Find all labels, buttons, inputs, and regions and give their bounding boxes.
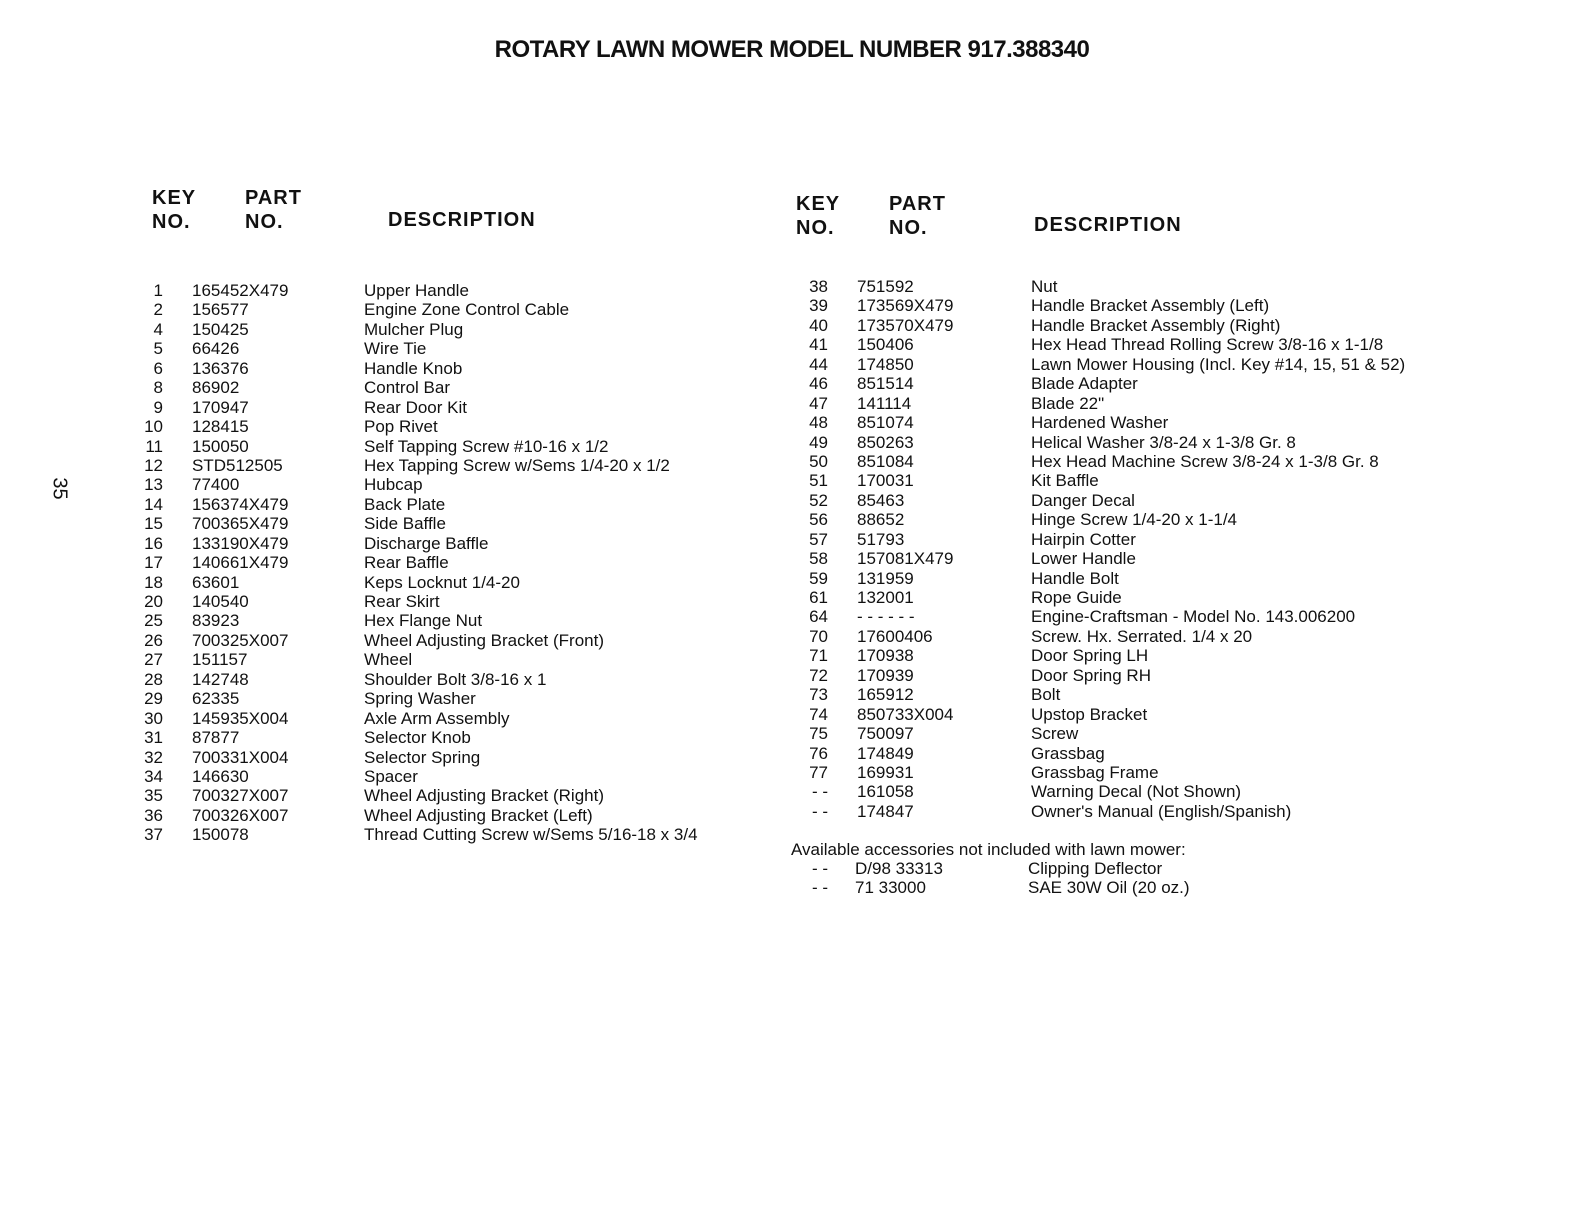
part-description: Hinge Screw 1/4-20 x 1-1/4 — [1031, 510, 1237, 530]
part-row — [130, 320, 750, 339]
part-number: 156577 — [192, 300, 249, 320]
part-number: 131959 — [857, 568, 914, 588]
part-description: Control Bar — [364, 378, 450, 398]
part-header-line1: PART — [245, 187, 302, 209]
key-number: 17 — [144, 553, 163, 573]
part-row — [130, 437, 750, 456]
part-description: Helical Washer 3/8-24 x 1-3/8 Gr. 8 — [1031, 432, 1296, 452]
key-number: - - — [811, 878, 828, 898]
part-number: 141114 — [857, 393, 912, 413]
key-number: 36 — [144, 805, 163, 825]
part-number: 86902 — [192, 378, 240, 398]
part-number: 77400 — [192, 475, 240, 495]
part-number: 700365X479 — [192, 514, 289, 534]
part-number: 88652 — [857, 510, 905, 530]
part-number: 133190X479 — [192, 533, 289, 553]
part-row — [790, 859, 1450, 878]
part-row — [130, 670, 750, 689]
key-number: 34 — [144, 766, 163, 786]
part-row — [130, 689, 750, 708]
part-number: - - - - - - — [857, 607, 915, 627]
key-header-line1: KEY — [796, 193, 841, 215]
part-description: Axle Arm Assembly — [364, 708, 510, 728]
part-number: 128415 — [192, 417, 249, 437]
part-description: Wheel Adjusting Bracket (Left) — [364, 805, 593, 825]
part-row — [790, 471, 1450, 490]
key-number: 47 — [809, 393, 828, 413]
key-number: 1 — [153, 281, 163, 300]
key-header-line2: NO. — [796, 217, 835, 239]
part-description: Screw — [1031, 724, 1079, 744]
part-description: Discharge Baffle — [364, 533, 489, 553]
key-number: 26 — [144, 630, 163, 650]
key-number: 49 — [809, 432, 828, 452]
part-row — [130, 553, 750, 572]
key-number: 76 — [809, 743, 828, 763]
key-number: 50 — [809, 451, 828, 471]
part-row — [130, 592, 750, 611]
part-number: 700327X007 — [192, 786, 289, 806]
key-number: 57 — [809, 529, 828, 549]
part-row — [790, 802, 1450, 821]
part-row — [790, 549, 1450, 568]
part-description: Blade Adapter — [1031, 374, 1138, 394]
part-number: 157081X479 — [857, 549, 954, 569]
key-number: 72 — [809, 665, 828, 685]
key-number: 39 — [809, 296, 828, 316]
key-header-line1: KEY — [152, 187, 197, 209]
key-number: 46 — [809, 374, 828, 394]
part-number: 151157 — [192, 650, 248, 670]
part-number: 751592 — [857, 277, 914, 296]
key-number: 32 — [144, 747, 163, 767]
part-row — [790, 724, 1450, 743]
part-row — [790, 413, 1450, 432]
part-description: Screw. Hx. Serrated. 1/4 x 20 — [1031, 626, 1253, 646]
part-number: 132001 — [857, 588, 914, 607]
key-number: 20 — [144, 592, 163, 611]
part-number: 83923 — [192, 611, 240, 631]
part-description: Side Baffle — [364, 514, 446, 534]
part-number: 170031 — [857, 471, 914, 491]
part-row — [130, 339, 750, 358]
part-number: 165452X479 — [192, 281, 289, 300]
part-description: Upper Handle — [364, 281, 469, 300]
part-number: 173570X479 — [857, 315, 954, 335]
part-row — [130, 398, 750, 417]
key-number: 41 — [809, 335, 828, 355]
right-description-header: DESCRIPTION — [1034, 214, 1182, 236]
part-description: Engine Zone Control Cable — [364, 300, 570, 320]
part-description: Clipping Deflector — [1028, 859, 1163, 878]
part-number: 170938 — [857, 646, 914, 666]
key-number: 74 — [809, 704, 828, 724]
part-number: 150425 — [192, 319, 249, 339]
key-number: 15 — [144, 514, 163, 534]
key-number: 38 — [809, 277, 828, 296]
left-key-header — [152, 186, 196, 234]
part-number: 700326X007 — [192, 805, 289, 825]
part-description: Bolt — [1031, 685, 1061, 705]
part-number: 169931 — [857, 762, 914, 782]
key-number: 13 — [144, 475, 163, 495]
part-description: Spacer — [364, 766, 418, 786]
part-number: 174847 — [857, 801, 914, 821]
key-number: 5 — [153, 339, 163, 359]
key-number: 9 — [153, 397, 163, 417]
part-description: Hubcap — [364, 475, 423, 495]
part-number: 170939 — [857, 665, 914, 685]
key-number: 4 — [153, 319, 163, 339]
left-parts-list — [130, 281, 750, 845]
part-header-line2: NO. — [889, 217, 928, 239]
part-number: 71 33000 — [855, 878, 926, 898]
part-description: Danger Decal — [1031, 490, 1135, 510]
part-number: 165912 — [857, 685, 914, 705]
part-description: Nut — [1031, 277, 1058, 296]
part-number: 161058 — [857, 782, 914, 802]
part-row — [130, 456, 750, 475]
key-number: 11 — [145, 436, 163, 456]
part-description: Lower Handle — [1031, 549, 1136, 569]
part-row — [790, 491, 1450, 510]
part-number: 146630 — [192, 766, 249, 786]
part-row — [790, 374, 1450, 393]
part-row — [130, 378, 750, 397]
key-header-line2: NO. — [152, 211, 191, 233]
part-number: 173569X479 — [857, 296, 954, 316]
accessories-note: Available accessories not included with lawn mower: — [791, 840, 1186, 859]
part-number: 700325X007 — [192, 630, 289, 650]
part-description: Warning Decal (Not Shown) — [1031, 782, 1242, 802]
part-number: 850263 — [857, 432, 914, 452]
part-row — [130, 611, 750, 630]
key-number: 37 — [144, 825, 163, 845]
part-number: 150406 — [857, 335, 914, 355]
part-description: Door Spring LH — [1031, 646, 1149, 666]
part-number: 140540 — [192, 592, 249, 611]
accessories-list — [790, 859, 1450, 898]
part-row — [130, 281, 750, 300]
part-header-line2: NO. — [245, 211, 284, 233]
key-number: 28 — [144, 669, 163, 689]
part-number: 150050 — [192, 436, 249, 456]
part-number: 150078 — [192, 825, 249, 845]
part-row — [130, 767, 750, 786]
part-number: 51793 — [857, 529, 905, 549]
part-number: 66426 — [192, 339, 240, 359]
key-number: 59 — [809, 568, 828, 588]
part-number: D/98 33313 — [855, 859, 943, 878]
part-row — [790, 763, 1450, 782]
key-number: 61 — [809, 588, 828, 607]
part-description: Hardened Washer — [1031, 413, 1169, 433]
part-description: Handle Bracket Assembly (Right) — [1031, 315, 1281, 335]
key-number: 2 — [153, 300, 163, 320]
part-description: Pop Rivet — [364, 417, 438, 437]
key-number: 52 — [809, 490, 828, 510]
key-number: - - — [811, 859, 828, 878]
part-description: Handle Knob — [364, 358, 463, 378]
part-row — [130, 475, 750, 494]
key-number: 25 — [144, 611, 163, 631]
part-row — [790, 394, 1450, 413]
part-number: 136376 — [192, 358, 249, 378]
part-number: 62335 — [192, 689, 240, 709]
left-part-header — [245, 186, 302, 234]
part-row — [790, 277, 1450, 296]
page-title: ROTARY LAWN MOWER MODEL NUMBER 917.388340 — [494, 36, 1090, 63]
part-description: Wheel Adjusting Bracket (Right) — [364, 786, 604, 806]
part-row — [130, 359, 750, 378]
part-row — [130, 534, 750, 553]
part-number: 851514 — [857, 374, 914, 394]
key-number: 35 — [144, 786, 163, 806]
part-description: Hex Tapping Screw w/Sems 1/4-20 x 1/2 — [364, 455, 670, 475]
part-description: Rear Skirt — [364, 592, 440, 611]
part-number: 850733X004 — [857, 704, 954, 724]
part-description: Kit Baffle — [1031, 471, 1099, 491]
part-row — [130, 650, 750, 669]
part-description: Handle Bolt — [1031, 568, 1119, 588]
part-row — [790, 510, 1450, 529]
key-number: 75 — [809, 724, 828, 744]
part-row — [790, 646, 1450, 665]
part-row — [130, 573, 750, 592]
part-description: Hairpin Cotter — [1031, 529, 1136, 549]
part-description: Hex Head Thread Rolling Screw 3/8-16 x 1-1/8 — [1031, 335, 1384, 355]
key-number: 8 — [153, 378, 163, 398]
part-description: Lawn Mower Housing (Incl. Key #14, 15, 51 & 52) — [1031, 354, 1406, 374]
key-number: 18 — [144, 572, 163, 592]
part-row — [130, 728, 750, 747]
part-description: Wheel Adjusting Bracket (Front) — [364, 630, 604, 650]
part-row — [790, 316, 1450, 335]
part-description: Selector Knob — [364, 728, 471, 748]
part-row — [790, 530, 1450, 549]
part-number: 17600406 — [857, 626, 933, 646]
part-number: 700331X004 — [192, 747, 289, 767]
part-row — [790, 878, 1450, 897]
part-description: Shoulder Bolt 3/8-16 x 1 — [364, 669, 547, 689]
part-description: Rope Guide — [1031, 588, 1122, 607]
key-number: 10 — [144, 417, 163, 437]
part-number: 142748 — [192, 669, 249, 689]
part-row — [130, 300, 750, 319]
part-row — [790, 705, 1450, 724]
key-number: 6 — [153, 358, 163, 378]
key-number: 14 — [144, 494, 163, 514]
part-number: 851074 — [857, 413, 914, 433]
part-description: Wheel — [364, 650, 413, 670]
part-number: 156374X479 — [192, 494, 289, 514]
key-number: 77 — [809, 762, 828, 782]
part-description: Handle Bracket Assembly (Left) — [1031, 296, 1270, 316]
key-number: 56 — [809, 510, 828, 530]
part-header-line1: PART — [889, 193, 946, 215]
part-description: Rear Baffle — [364, 553, 449, 573]
part-row — [790, 569, 1450, 588]
key-number: 51 — [809, 471, 828, 491]
key-number: 48 — [809, 413, 828, 433]
key-number: - - — [811, 782, 828, 802]
part-number: 63601 — [192, 572, 240, 592]
key-number: 12 — [144, 455, 163, 475]
part-row — [130, 514, 750, 533]
key-number: 30 — [144, 708, 163, 728]
key-number: 16 — [144, 533, 163, 553]
part-description: Blade 22" — [1031, 393, 1105, 413]
part-row — [790, 685, 1450, 704]
part-row — [790, 627, 1450, 646]
part-description: Thread Cutting Screw w/Sems 5/16-18 x 3/4 — [364, 825, 698, 845]
part-description: Rear Door Kit — [364, 397, 467, 417]
part-row — [790, 335, 1450, 354]
part-row — [790, 607, 1450, 626]
part-description: SAE 30W Oil (20 oz.) — [1028, 878, 1190, 898]
part-row — [790, 355, 1450, 374]
part-number: 750097 — [857, 724, 914, 744]
part-number: 140661X479 — [192, 553, 289, 573]
key-number: 64 — [809, 607, 828, 627]
key-number: 40 — [809, 315, 828, 335]
part-number: 174850 — [857, 354, 914, 374]
part-number: STD512505 — [192, 455, 283, 475]
part-description: Mulcher Plug — [364, 319, 464, 339]
part-description: Wire Tie — [364, 339, 427, 359]
part-row — [130, 825, 750, 844]
part-description: Back Plate — [364, 494, 446, 514]
right-part-header — [889, 192, 946, 240]
part-description: Hex Head Machine Screw 3/8-24 x 1-3/8 Gr. 8 — [1031, 451, 1379, 471]
part-description: Spring Washer — [364, 689, 476, 709]
part-number: 85463 — [857, 490, 905, 510]
part-row — [790, 744, 1450, 763]
key-number: 73 — [809, 685, 828, 705]
part-row — [130, 748, 750, 767]
part-row — [130, 786, 750, 805]
key-number: - - — [811, 801, 828, 821]
part-description: Grassbag — [1031, 743, 1105, 763]
key-number: 44 — [809, 354, 828, 374]
part-row — [790, 433, 1450, 452]
part-row — [790, 452, 1450, 471]
key-number: 71 — [809, 646, 828, 666]
part-number: 87877 — [192, 728, 240, 748]
part-description: Upstop Bracket — [1031, 704, 1148, 724]
key-number: 27 — [144, 650, 163, 670]
key-number: 29 — [144, 689, 163, 709]
part-number: 174849 — [857, 743, 914, 763]
part-row — [130, 709, 750, 728]
part-row — [130, 806, 750, 825]
part-row — [130, 417, 750, 436]
right-key-header — [796, 192, 840, 240]
page-number: 35 — [48, 477, 71, 500]
part-description: Grassbag Frame — [1031, 762, 1159, 782]
right-parts-list — [790, 277, 1450, 821]
key-number: 31 — [144, 728, 163, 748]
part-description: Door Spring RH — [1031, 665, 1151, 685]
part-row — [130, 495, 750, 514]
part-description: Owner's Manual (English/Spanish) — [1031, 801, 1292, 821]
part-description: Selector Spring — [364, 747, 481, 767]
part-number: 145935X004 — [192, 708, 289, 728]
part-description: Keps Locknut 1/4-20 — [364, 572, 520, 592]
key-number: 70 — [809, 626, 828, 646]
part-row — [790, 782, 1450, 801]
part-number: 170947 — [192, 397, 249, 417]
left-description-header: DESCRIPTION — [388, 209, 536, 231]
part-description: Hex Flange Nut — [364, 611, 483, 631]
part-row — [790, 588, 1450, 607]
part-description: Self Tapping Screw #10-16 x 1/2 — [364, 436, 609, 456]
part-number: 851084 — [857, 451, 914, 471]
part-row — [790, 666, 1450, 685]
part-row — [130, 631, 750, 650]
key-number: 58 — [809, 549, 828, 569]
part-row — [790, 296, 1450, 315]
part-description: Engine-Craftsman - Model No. 143.006200 — [1031, 607, 1356, 627]
